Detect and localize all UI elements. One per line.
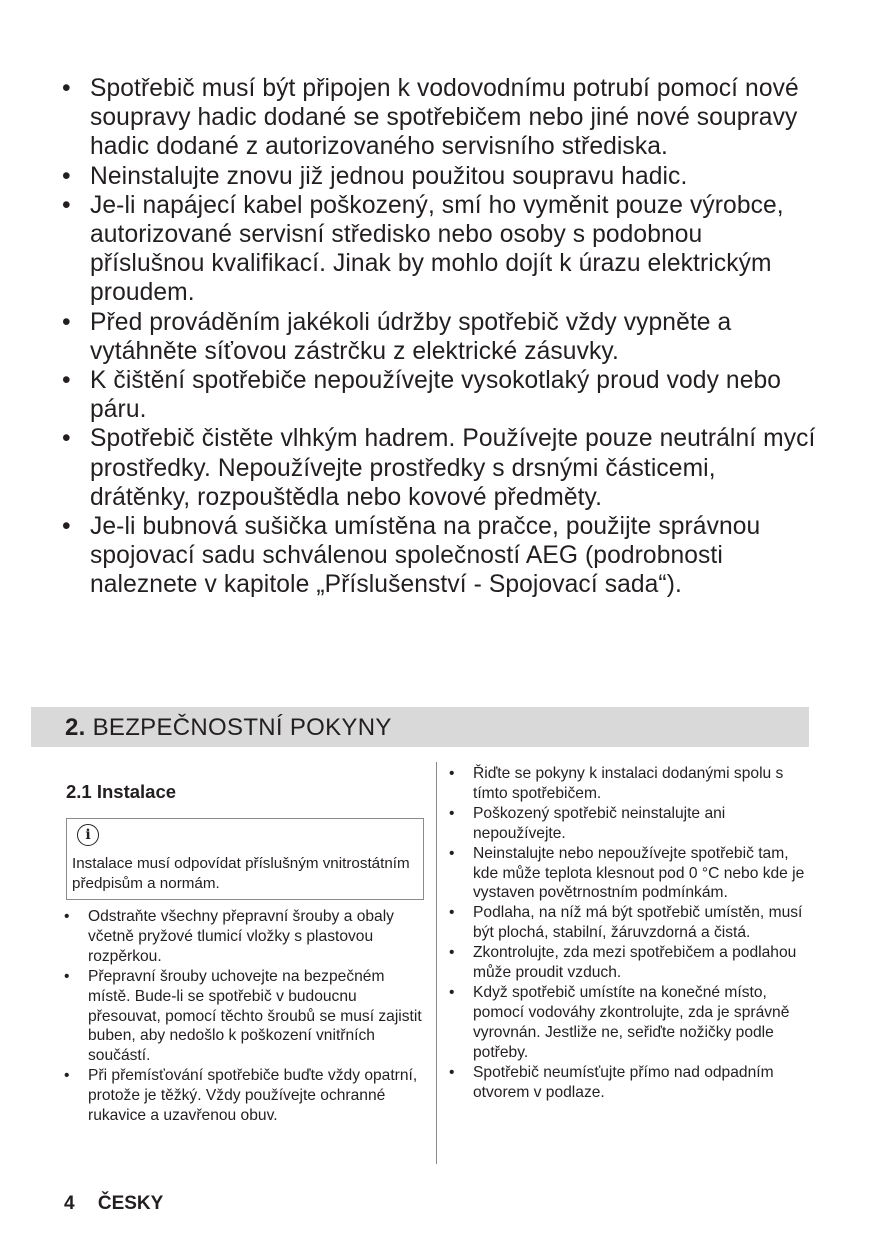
page-number: 4 [64, 1193, 75, 1214]
note-text: Instalace musí odpovídat příslušným vnitrostátním předpisům a normám. [72, 855, 410, 892]
info-note [66, 818, 424, 900]
section-title [65, 715, 392, 741]
info-icon: i [77, 824, 99, 846]
list-item: • Zkontrolujte, zda mezi spotřebičem a podlahou může proudit vzduch. [449, 943, 811, 983]
section-number: 2. [65, 714, 86, 741]
list-item: • Je-li bubnová sušička umístěna na pračce, použijte správnou spojovací sadu schválenou společností AEG (podrobnosti naleznete v kapitole „Příslušenství - Spojovací sada“). [62, 512, 822, 600]
top-bullet-list [62, 74, 822, 600]
list-item: • Neinstalujte nebo nepoužívejte spotřebič tam, kde může teplota klesnout pod 0 °C nebo kde je vystaven povětrnostním podmínkám. [449, 844, 811, 904]
page-footer [64, 1193, 163, 1215]
left-bullet-list [64, 907, 428, 1126]
right-bullet-list [449, 764, 811, 1102]
section-title-text: BEZPEČNOSTNÍ POKYNY [92, 714, 392, 741]
section-header [31, 707, 809, 747]
list-item: • Spotřebič neumísťujte přímo nad odpadním otvorem v podlaze. [449, 1063, 811, 1103]
list-item: • K čištění spotřebiče nepoužívejte vysokotlaký proud vody nebo páru. [62, 366, 822, 424]
list-item: • Neinstalujte znovu již jednou použitou soupravu hadic. [62, 162, 822, 191]
footer-language: ČESKY [97, 1193, 164, 1214]
list-item: • Spotřebič čistěte vlhkým hadrem. Používejte pouze neutrální mycí prostředky. Nepoužívejte prostředky s drsnými částicemi, drátěnky, rozpouštědla nebo kovové předměty. [62, 424, 822, 512]
list-item: • Je-li napájecí kabel poškozený, smí ho vyměnit pouze výrobce, autorizované servisní středisko nebo osoby s podobnou příslušnou kvalifikací. Jinak by mohlo dojít k úrazu elektrickým proudem. [62, 191, 822, 308]
list-item: • Když spotřebič umístíte na konečné místo, pomocí vodováhy zkontrolujte, zda je správně vyrovnán. Jestliže ne, seřiďte nožičky podle potřeby. [449, 983, 811, 1063]
column-divider [436, 762, 437, 1164]
list-item: • Řiďte se pokyny k instalaci dodanými spolu s tímto spotřebičem. [449, 764, 811, 804]
list-item: • Před prováděním jakékoli údržby spotřebič vždy vypněte a vytáhněte síťovou zástrčku z elektrické zásuvky. [62, 308, 822, 366]
list-item: • Spotřebič musí být připojen k vodovodnímu potrubí pomocí nové soupravy hadic dodané se spotřebičem nebo jiné nové soupravy hadic dodané z autorizovaného servisního střediska. [62, 74, 822, 162]
list-item: • Přepravní šrouby uchovejte na bezpečném místě. Bude-li se spotřebič v budoucnu přesouvat, pomocí těchto šroubů se musí zajistit buben, aby nedošlo k poškození vnitřních součástí. [64, 967, 428, 1067]
list-item: • Poškozený spotřebič neinstalujte ani nepoužívejte. [449, 804, 811, 844]
subsection-title: 2.1 Instalace [66, 781, 177, 802]
list-item: • Při přemísťování spotřebiče buďte vždy opatrní, protože je těžký. Vždy používejte ochranné rukavice a uzavřenou obuv. [64, 1066, 428, 1126]
list-item: • Odstraňte všechny přepravní šrouby a obaly včetně pryžové tlumicí vložky s plastovou rozpěrkou. [64, 907, 428, 967]
list-item: • Podlaha, na níž má být spotřebič umístěn, musí být plochá, stabilní, žáruvzdorná a čistá. [449, 903, 811, 943]
